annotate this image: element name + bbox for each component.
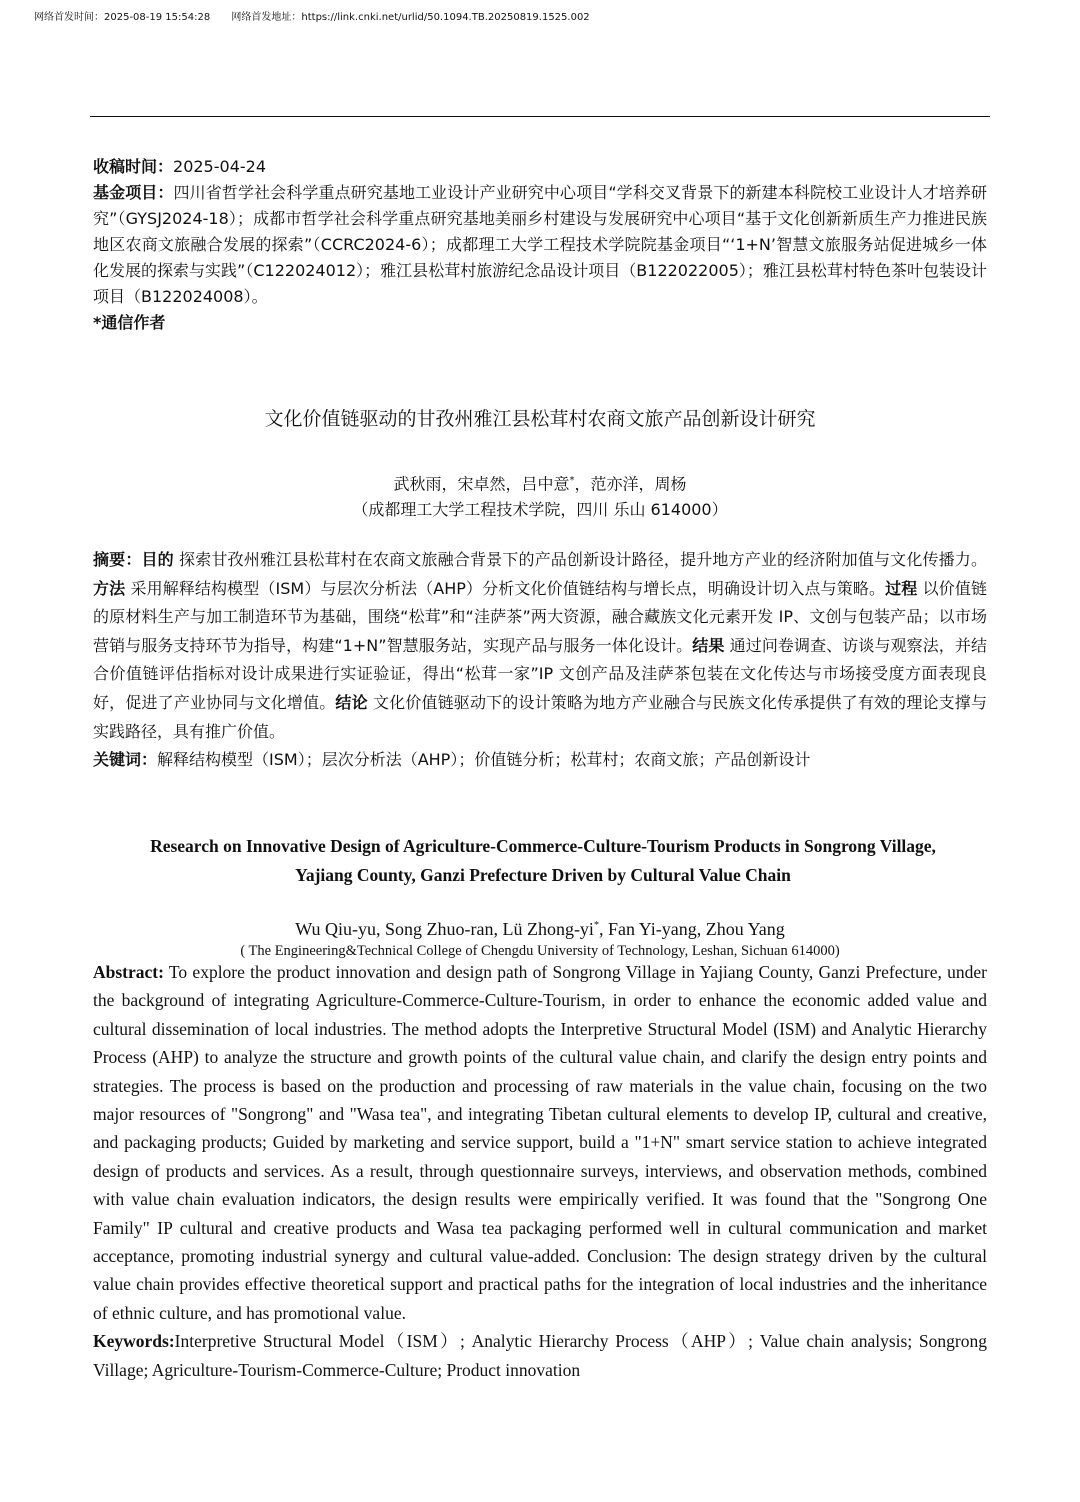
- method-label: 方法: [93, 578, 126, 598]
- publish-time: 网络首发时间：2025-08-19 15:54:28: [34, 12, 211, 23]
- keywords-cn: [93, 746, 987, 775]
- abstract-en-body: [93, 958, 987, 1327]
- received-date: [93, 154, 987, 180]
- abstract-cn-label: 摘要：: [93, 550, 142, 569]
- fund-label: 基金项目：: [93, 183, 174, 202]
- author-names-en-b: , Fan Yi-yang, Zhou Yang: [598, 919, 785, 939]
- corresponding-mark-en: *: [593, 920, 599, 931]
- paper-title-cn: 文化价值链驱动的甘孜州雅江县松茸村农商文旅产品创新设计研究: [264, 408, 816, 430]
- conclusion-label: 结论: [335, 692, 368, 712]
- title-en-line-2: Yajiang County, Ganzi Prefecture Driven by Cultural Value Chain: [295, 865, 791, 885]
- corresponding-mark: *: [569, 475, 575, 486]
- received-value: 2025-04-24: [173, 157, 266, 176]
- abstract-en-label: Abstract:: [93, 962, 164, 982]
- abstract-en: [93, 958, 987, 1384]
- keywords-cn-text: 解释结构模型（ISM）；层次分析法（AHP）；价值链分析；松茸村；农商文旅；产品创新设计: [157, 750, 811, 770]
- fund-text: 四川省哲学社会科学重点研究基地工业设计产业研究中心项目“学科交叉背景下的新建本科院校工业设计人才培养研究”（GYSJ2024-18）；成都市哲学社会科学重点研究基地美丽乡村建设与发展研究中心项目“基于文化创新新质生产力推进民族地区农商文旅融合发展的探索”（CCRC2024-6）；成都理工大学工程技术学院院基金项目“‘1+N’智慧文旅服务站促进城乡一体化发展的探索与实践”（C122024012）；雅江县松茸村旅游纪念品设计项目（B122022005）；雅江县松茸村特色茶叶包装设计项目（B122024008）。: [93, 183, 987, 306]
- affiliation-cn: （成都理工大学工程技术学院，四川 乐山 614000）: [352, 500, 728, 520]
- front-matter: [93, 154, 987, 336]
- keywords-en-label: Keywords:: [93, 1331, 175, 1352]
- publish-info-header: [34, 8, 590, 23]
- paper-title-en: [93, 832, 993, 890]
- abstract-cn-body: [93, 546, 987, 746]
- author-names-a: 武秋雨，宋卓然，吕中意: [393, 474, 570, 494]
- process-label: 过程: [885, 578, 918, 598]
- conclusion-text: 文化价值链驱动下的设计策略为地方产业融合与民族文化传承提供了有效的理论支撑与实践路径，具有推广价值。: [93, 692, 987, 741]
- result-label: 结果: [692, 635, 725, 655]
- fund-projects: [93, 180, 987, 310]
- header-divider: [90, 116, 990, 117]
- authors-cn: [93, 468, 987, 523]
- author-list-cn: [93, 468, 987, 497]
- keywords-en: [93, 1327, 987, 1384]
- purpose-text: 探索甘孜州雅江县松茸村在农商文旅融合背景下的产品创新设计路径，提升地方产业的经济附加值与文化传播力。: [173, 550, 987, 569]
- affiliation-en: ( The Engineering&Technical College of Chengdu University of Technology, Leshan, Sichuan 614000): [240, 943, 840, 959]
- abstract-cn: [93, 546, 987, 775]
- author-list-en: [93, 913, 987, 942]
- keywords-en-text: Interpretive Structural Model（ISM）; Analytic Hierarchy Process（AHP）; Value chain analysis; Songrong Village; Agriculture-Tourism-Commerce-Culture; Product innovation: [93, 1331, 987, 1380]
- publish-url: 网络首发地址：https://link.cnki.net/urlid/50.1094.TB.20250819.1525.002: [231, 12, 590, 23]
- purpose-label: 目的: [141, 550, 174, 569]
- corresponding-author-note: *通信作者: [93, 313, 166, 332]
- method-text: 采用解释结构模型（ISM）与层次分析法（AHP）分析文化价值链结构与增长点，明确设计切入点与策略。: [125, 578, 886, 598]
- author-names-en-a: Wu Qiu-yu, Song Zhuo-ran, Lü Zhong-yi: [295, 919, 594, 939]
- abstract-en-text: To explore the product innovation and design path of Songrong Village in Yajiang County, Ganzi Prefecture, under the background of integrating Agriculture-Commerce-Culture-Tourism, in order to enhance the economic added value and cultural dissemination of local industries. The method adopts the Interpretive Structural Model (ISM) and Analytic Hierarchy Process (AHP) to analyze the structure and growth points of the cultural value chain, and clarify the design entry points and strategies. The process is based on the production and processing of raw materials in the value chain, focusing on the two major resources of "Songrong" and "Wasa tea", and integrating Tibetan cultural elements to develop IP, cultural and creative, and packaging products; Guided by marketing and service support, build a "1+N" smart service station to achieve integrated design of products and services. As a result, through questionnaire surveys, interviews, and observation methods, combined with value chain evaluation indicators, the design results were empirically verified. It was found that the "Songrong One Family" IP cultural and creative products and Wasa tea packaging performed well in cultural communication and market acceptance, promoting industrial synergy and cultural value-added. Conclusion: The design strategy driven by the cultural value chain provides effective theoretical support and practical paths for the integration of local industries and the inheritance of ethnic culture, and has promotional value.: [93, 962, 987, 1323]
- title-en-line-1: Research on Innovative Design of Agriculture-Commerce-Culture-Tourism Products in Songrong Village,: [150, 836, 936, 856]
- author-names-b: ，范亦洋，周杨: [574, 474, 687, 494]
- authors-en: [93, 913, 987, 960]
- process-text: 以价值链的原材料生产与加工制造环节为基础，围绕“松茸”和“洼萨茶”两大资源，融合藏族文化元素开发 IP、文创与包装产品；以市场营销与服务支持环节为指导，构建“1+N”智慧服务站，实现产品与服务一体化设计。: [93, 578, 987, 655]
- keywords-cn-label: 关键词：: [93, 750, 158, 770]
- result-text: 通过问卷调查、访谈与观察法，并结合价值链评估指标对设计成果进行实证验证，得出“松茸一家”IP 文创产品及洼萨茶包装在文化传达与市场接受度方面表现良好，促进了产业协同与文化增值。: [93, 635, 987, 712]
- received-label: 收稿时间：: [93, 157, 174, 176]
